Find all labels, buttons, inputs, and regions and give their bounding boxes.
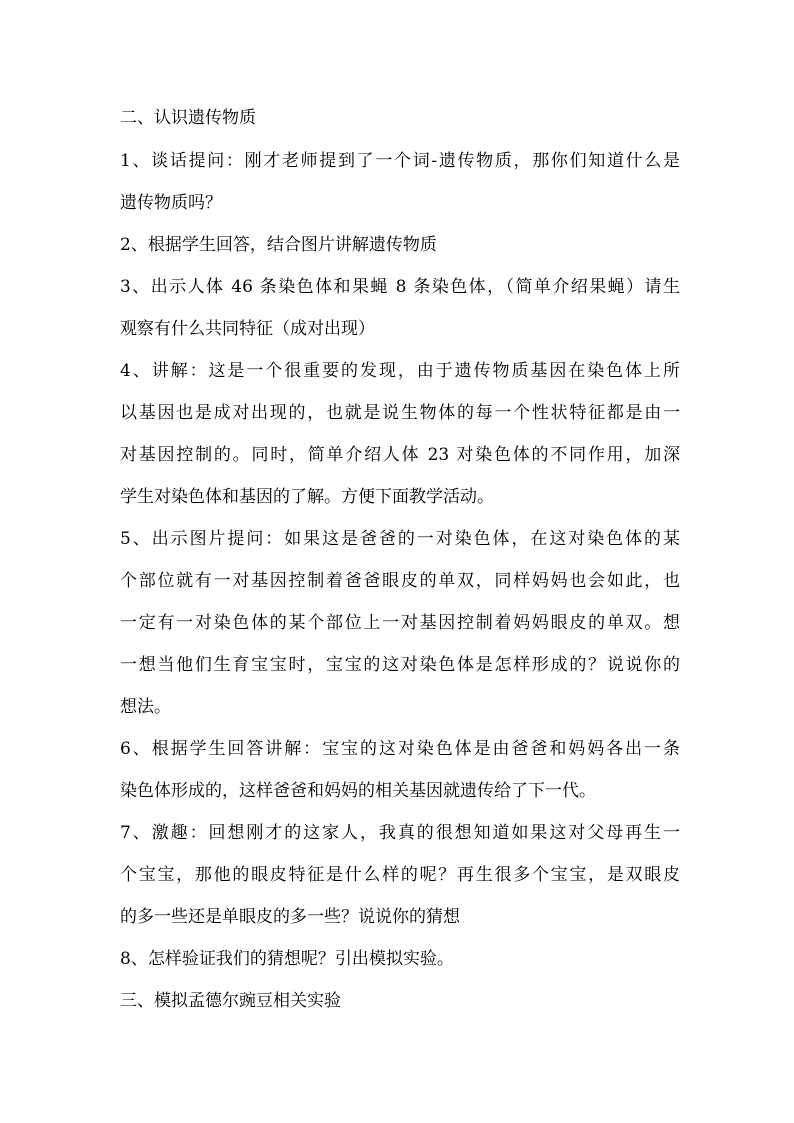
item-3-line-1: 3、出示人体 46 条染色体和果蝇 8 条染色体，（简单介绍果蝇）请生 xyxy=(120,277,680,297)
item-5-line-3: 一定有一对染色体的某个部位上一对基因控制着妈妈眼皮的单双。想 xyxy=(120,613,680,633)
item-6-line-2: 染色体形成的，这样爸爸和妈妈的相关基因就遗传给了下一代。 xyxy=(120,781,596,801)
item-8-line-1: 8、怎样验证我们的猜想呢？引出模拟实验。 xyxy=(120,949,454,969)
item-5-line-1: 5、出示图片提问：如果这是爸爸的一对染色体，在这对染色体的某 xyxy=(120,529,680,549)
section-heading-3: 三、模拟孟德尔豌豆相关实验 xyxy=(120,991,341,1011)
item-4-line-4: 学生对染色体和基因的了解。方便下面教学活动。 xyxy=(120,487,494,507)
item-5-line-5: 想法。 xyxy=(120,697,171,717)
item-7-line-2: 个宝宝，那他的眼皮特征是什么样的呢？再生很多个宝宝，是双眼皮 xyxy=(120,865,680,885)
item-2-line-1: 2、根据学生回答，结合图片讲解遗传物质 xyxy=(120,235,437,255)
item-7-line-1: 7、激趣：回想刚才的这家人，我真的很想知道如果这对父母再生一 xyxy=(120,823,680,843)
item-5-line-4: 一想当他们生育宝宝时，宝宝的这对染色体是怎样形成的？说说你的 xyxy=(120,655,680,675)
item-1-line-1: 1、谈话提问：刚才老师提到了一个词-遗传物质，那你们知道什么是 xyxy=(120,151,680,171)
item-7-line-3: 的多一些还是单眼皮的多一些？说说你的猜想 xyxy=(120,907,460,927)
item-5-line-2: 个部位就有一对基因控制着爸爸眼皮的单双，同样妈妈也会如此，也 xyxy=(120,571,680,591)
item-4-line-3: 对基因控制的。同时，简单介绍人体 23 对染色体的不同作用，加深 xyxy=(120,445,680,465)
item-6-line-1: 6、根据学生回答讲解：宝宝的这对染色体是由爸爸和妈妈各出一条 xyxy=(120,739,680,759)
item-1-line-2: 遗传物质吗？ xyxy=(120,193,222,213)
item-3-line-2: 观察有什么共同特征（成对出现） xyxy=(120,319,375,339)
section-heading-2: 二、认识遗传物质 xyxy=(120,108,256,128)
item-4-line-1: 4、讲解：这是一个很重要的发现，由于遗传物质基因在染色体上所 xyxy=(120,361,680,381)
item-4-line-2: 以基因也是成对出现的，也就是说生物体的每一个性状特征都是由一 xyxy=(120,403,680,423)
